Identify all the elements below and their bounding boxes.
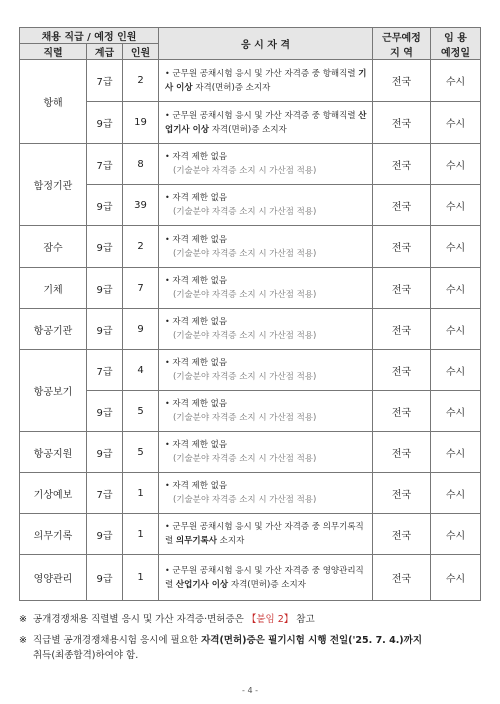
requirement-cell: • 자격 제한 없음 (기술분야 자격증 소지 시 가산점 적용) bbox=[159, 391, 373, 432]
grade-cell: 9급 bbox=[87, 391, 123, 432]
region-cell: 전국 bbox=[373, 60, 431, 102]
date-cell: 수시 bbox=[431, 514, 481, 555]
count-cell: 1 bbox=[123, 555, 159, 601]
bullet-icon: • bbox=[165, 317, 170, 326]
bullet-icon: • bbox=[165, 522, 170, 531]
count-cell: 1 bbox=[123, 473, 159, 514]
bullet-icon: • bbox=[165, 565, 170, 575]
grade-cell: 7급 bbox=[87, 473, 123, 514]
recruitment-table bbox=[19, 27, 481, 601]
field-cell: 항공기관 bbox=[20, 309, 87, 350]
date-cell: 수시 bbox=[431, 350, 481, 391]
grade-cell: 7급 bbox=[87, 144, 123, 185]
requirement-cell: • 자격 제한 없음 (기술분야 자격증 소지 시 가산점 적용) bbox=[159, 350, 373, 391]
region-cell: 전국 bbox=[373, 514, 431, 555]
region-cell: 전국 bbox=[373, 102, 431, 144]
bullet-icon: • bbox=[165, 276, 170, 285]
table-row bbox=[20, 473, 481, 514]
bullet-icon: • bbox=[165, 68, 170, 78]
grade-cell: 9급 bbox=[87, 102, 123, 144]
note-2-continued: 취득(최종합격)하여야 함. bbox=[33, 650, 139, 661]
header-requirements: 응 시 자 격 bbox=[159, 28, 373, 60]
table-row bbox=[20, 391, 481, 432]
field-cell: 의무기록 bbox=[20, 514, 87, 555]
region-cell: 전국 bbox=[373, 555, 431, 601]
table-row bbox=[20, 555, 481, 601]
notes bbox=[19, 612, 484, 663]
header-region: 근무예정 지 역 bbox=[373, 28, 431, 60]
header-grade: 계급 bbox=[87, 44, 123, 60]
table-row bbox=[20, 185, 481, 226]
grade-cell: 9급 bbox=[87, 514, 123, 555]
count-cell: 2 bbox=[123, 226, 159, 268]
field-cell: 기상예보 bbox=[20, 473, 87, 514]
region-cell: 전국 bbox=[373, 268, 431, 309]
region-cell: 전국 bbox=[373, 309, 431, 350]
table-row bbox=[20, 144, 481, 185]
grade-cell: 9급 bbox=[87, 185, 123, 226]
requirement-cell: • 군무원 공채시험 응시 및 가산 자격증 중 의무기록직렬 의무기록사 소지자 bbox=[159, 514, 373, 555]
count-cell: 5 bbox=[123, 432, 159, 473]
region-cell: 전국 bbox=[373, 185, 431, 226]
grade-cell: 7급 bbox=[87, 350, 123, 391]
requirement-cell: • 자격 제한 없음 (기술분야 자격증 소지 시 가산점 적용) bbox=[159, 268, 373, 309]
bullet-icon: • bbox=[165, 481, 170, 490]
count-cell: 19 bbox=[123, 102, 159, 144]
count-cell: 7 bbox=[123, 268, 159, 309]
field-cell: 항공보기 bbox=[20, 350, 87, 432]
note-2: ※ 직급별 공개경쟁채용시험 응시에 필요한 자격(면허)증은 필기시험 시행 전일('25. 7. 4.)까지 bbox=[19, 635, 423, 646]
field-cell: 기체 bbox=[20, 268, 87, 309]
date-cell: 수시 bbox=[431, 555, 481, 601]
region-cell: 전국 bbox=[373, 226, 431, 268]
table-row bbox=[20, 102, 481, 144]
region-cell: 전국 bbox=[373, 391, 431, 432]
count-cell: 4 bbox=[123, 350, 159, 391]
date-cell: 수시 bbox=[431, 185, 481, 226]
requirement-cell: • 자격 제한 없음 (기술분야 자격증 소지 시 가산점 적용) bbox=[159, 185, 373, 226]
count-cell: 1 bbox=[123, 514, 159, 555]
header-count: 인원 bbox=[123, 44, 159, 60]
field-cell: 잠수 bbox=[20, 226, 87, 268]
requirement-cell: • 군무원 공채시험 응시 및 가산 자격증 중 항해직렬 산업기사 이상 자격(면허)증 소지자 bbox=[159, 102, 373, 144]
grade-cell: 9급 bbox=[87, 309, 123, 350]
region-cell: 전국 bbox=[373, 432, 431, 473]
date-cell: 수시 bbox=[431, 309, 481, 350]
table-row bbox=[20, 350, 481, 391]
date-cell: 수시 bbox=[431, 102, 481, 144]
count-cell: 2 bbox=[123, 60, 159, 102]
count-cell: 9 bbox=[123, 309, 159, 350]
bullet-icon: • bbox=[165, 234, 170, 244]
date-cell: 수시 bbox=[431, 473, 481, 514]
bullet-icon: • bbox=[165, 399, 170, 408]
region-cell: 전국 bbox=[373, 350, 431, 391]
grade-cell: 9급 bbox=[87, 226, 123, 268]
table-row bbox=[20, 268, 481, 309]
bullet-icon: • bbox=[165, 358, 170, 367]
grade-cell: 7급 bbox=[87, 60, 123, 102]
requirement-cell: • 군무원 공채시험 응시 및 가산 자격증 중 항해직렬 기사 이상 자격(면허)증 소지자 bbox=[159, 60, 373, 102]
date-cell: 수시 bbox=[431, 391, 481, 432]
table-row bbox=[20, 432, 481, 473]
note-1: ※ 공개경쟁채용 직렬별 응시 및 가산 자격증·면허증은 【붙임 2】 참고 bbox=[19, 614, 315, 625]
field-cell: 영양관리 bbox=[20, 555, 87, 601]
date-cell: 수시 bbox=[431, 432, 481, 473]
header-field: 직렬 bbox=[20, 44, 87, 60]
date-cell: 수시 bbox=[431, 226, 481, 268]
requirement-cell: • 자격 제한 없음 (기술분야 자격증 소지 시 가산점 적용) bbox=[159, 309, 373, 350]
table-row bbox=[20, 514, 481, 555]
bullet-icon: • bbox=[165, 110, 170, 120]
count-cell: 5 bbox=[123, 391, 159, 432]
requirement-cell: • 군무원 공채시험 응시 및 가산 자격증 중 영양관리직렬 산업기사 이상 자격(면허)증 소지자 bbox=[159, 555, 373, 601]
date-cell: 수시 bbox=[431, 144, 481, 185]
requirement-cell: • 자격 제한 없음 (기술분야 자격증 소지 시 가산점 적용) bbox=[159, 473, 373, 514]
field-cell: 함정기관 bbox=[20, 144, 87, 226]
count-cell: 39 bbox=[123, 185, 159, 226]
page-number: - 4 - bbox=[242, 686, 258, 695]
date-cell: 수시 bbox=[431, 268, 481, 309]
grade-cell: 9급 bbox=[87, 555, 123, 601]
attachment-ref: 【붙임 2】 bbox=[246, 614, 294, 625]
requirement-cell: • 자격 제한 없음 (기술분야 자격증 소지 시 가산점 적용) bbox=[159, 432, 373, 473]
bullet-icon: • bbox=[165, 152, 170, 161]
table-row bbox=[20, 309, 481, 350]
grade-cell: 9급 bbox=[87, 432, 123, 473]
date-cell: 수시 bbox=[431, 60, 481, 102]
requirement-cell: • 자격 제한 없음 (기술분야 자격증 소지 시 가산점 적용) bbox=[159, 226, 373, 268]
field-cell: 항해 bbox=[20, 60, 87, 144]
requirement-cell: • 자격 제한 없음 (기술분야 자격증 소지 시 가산점 적용) bbox=[159, 144, 373, 185]
grade-cell: 9급 bbox=[87, 268, 123, 309]
region-cell: 전국 bbox=[373, 473, 431, 514]
bullet-icon: • bbox=[165, 193, 170, 202]
count-cell: 8 bbox=[123, 144, 159, 185]
bullet-icon: • bbox=[165, 440, 170, 449]
region-cell: 전국 bbox=[373, 144, 431, 185]
table-row bbox=[20, 60, 481, 102]
table-row bbox=[20, 226, 481, 268]
field-cell: 항공지원 bbox=[20, 432, 87, 473]
header-group: 채용 직급 / 예정 인원 bbox=[20, 28, 159, 44]
header-date: 임 용 예정일 bbox=[431, 28, 481, 60]
